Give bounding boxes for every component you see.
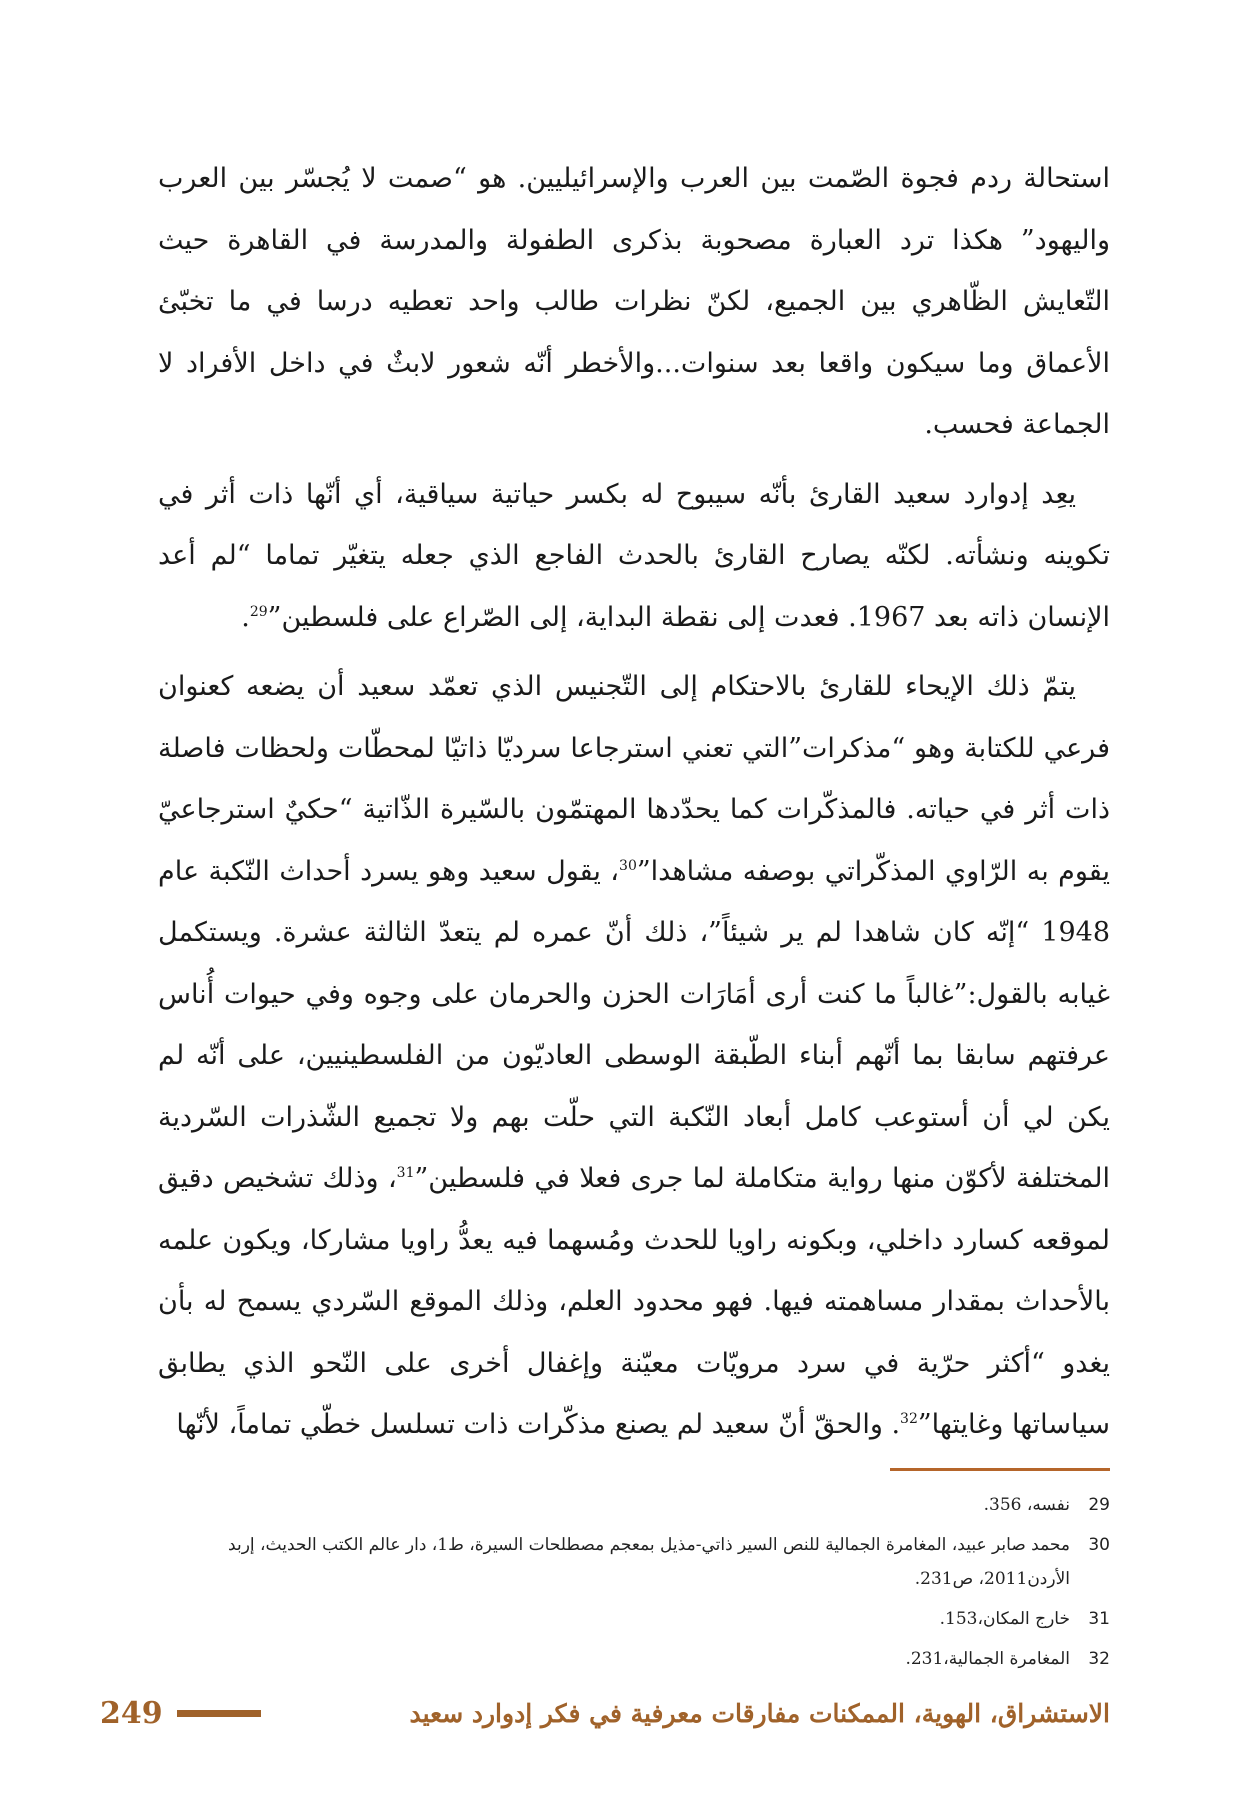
footnote-text: محمد صابر عبيد، المغامرة الجمالية للنص السير ذاتي-مذيل بمعجم مصطلحات السيرة، ط1، دار عالم الكتب الحديث، إربد الأردن2011، ص231. [228,1535,1070,1589]
footnote-text: نفسه، 356. [983,1495,1070,1515]
paragraph-2-text: يعِد إدوارد سعيد القارئ بأنّه سيبوح له بكسر حياتية سياقية، أي أنّها ذات أثر في تكوينه ونشأته. لكنّه يصارح القارئ بالحدث الفاجع الذي جعله يتغيّر تماما “لم أعد الإنسان ذاته بعد 1967. فعدت إلى نقطة البداية، إلى الصّراع على فلسطين” [158,478,1110,633]
paragraph-3-part-d: . والحقّ أنّ سعيد لم يصنع مذكّرات ذات تسلسل خطّي تماماً، لأنّها [176,1409,901,1440]
footnote-number: 32 [1088,1649,1110,1669]
paragraph-3 [158,656,1110,1456]
paragraph-2 [158,464,1110,649]
paragraph-2-end: . [241,601,250,633]
paragraph-3-part-b: ، يقول سعيد وهو يسرد أحداث النّكبة عام 1948 “إنّه كان شاهدا لم ير شيئاً”، ذلك أنّ عمره لم يتعدّ الثالثة عشرة. ويستكمل غيابه بالقول:”غالباً ما كنت أرى أمَارَات الحزن والحرمان على وجوه وفي حيوات أُناس عرفتهم سابقا بما أنّهم أبناء الطّبقة الوسطى العاديّون من الفلسطينيين، على أنّه لم يكن لي أن أستوعب كامل أبعاد النّكبة التي حلّت بهم ولا تجميع الشّذرات السّردية المختلفة لأكوّن منها رواية متكاملة لما جرى فعلا في فلسطين” [158,855,1110,1194]
book-title: الاستشراق، الهوية، الممكنات مفارقات معرفية في فكر إدوارد سعيد [409,1698,1110,1728]
footnote-31 [210,1602,1110,1636]
main-text [158,148,1110,1464]
page-number: 249 [100,1695,163,1731]
footnote-30 [210,1528,1110,1596]
footnotes [210,1488,1110,1682]
footnote-ref-32[interactable]: 32 [900,1411,918,1427]
footnote-32 [210,1642,1110,1676]
paragraph-1-text: استحالة ردم فجوة الصّمت بين العرب والإسرائيليين. هو “صمت لا يُجسّر بين العرب واليهود” هكذا ترد العبارة مصحوبة بذكرى الطفولة والمدرسة في القاهرة حيث التّعايش الظّاهري بين الجميع، لكنّ نظرات طالب واحد تعطيه درسا في ما تخبّئ الأعماق وما سيكون واقعا بعد سنوات...والأخطر أنّه شعور لابثٌ في داخل الأفراد لا الجماعة فحسب. [158,163,1110,440]
footnote-ref-31[interactable]: 31 [396,1165,415,1181]
paragraph-3-part-a: يتمّ ذلك الإيحاء للقارئ بالاحتكام إلى التّجنيس الذي تعمّد سعيد أن يضعه كعنوان فرعي للكتابة وهو “مذكرات”التي تعني استرجاعا سرديّا ذاتيّا لمحطّات ولحظات فاصلة ذات أثر في حياته. فالمذكّرات كما يحدّدها المهتمّون بالسّيرة الذّاتية “حكيٌ استرجاعيّ يقوم به الرّاوي المذكّراتي بوصفه مشاهدا” [158,671,1110,887]
paragraph-3-part-c: ، وذلك تشخيص دقيق لموقعه كسارد داخلي، وبكونه راويا للحدث ومُسهما فيه يعدُّ راويا مشاركا، ويكون علمه بالأحداث بمقدار مساهمته فيها. فهو محدود العلم، وذلك الموقع السّردي يسمح له بأن يغدو “أكثر حرّية في سرد مرويّات معيّنة وإغفال أخرى على النّحو الذي يطابق سياساتها وغايتها” [158,1163,1110,1440]
footnote-number: 31 [1088,1609,1110,1629]
paragraph-1 [158,148,1110,456]
footnote-text: المغامرة الجمالية،231. [905,1649,1070,1669]
footer-bar [177,1710,261,1717]
footnote-ref-29[interactable]: 29 [249,603,268,620]
footnote-number: 30 [1088,1535,1110,1555]
footnote-divider [890,1468,1110,1471]
footnote-ref-30[interactable]: 30 [619,857,637,874]
footnote-text: خارج المكان،153. [939,1609,1070,1629]
footnote-number: 29 [1088,1495,1110,1515]
footnote-29 [210,1488,1110,1522]
running-footer [100,1690,1110,1736]
